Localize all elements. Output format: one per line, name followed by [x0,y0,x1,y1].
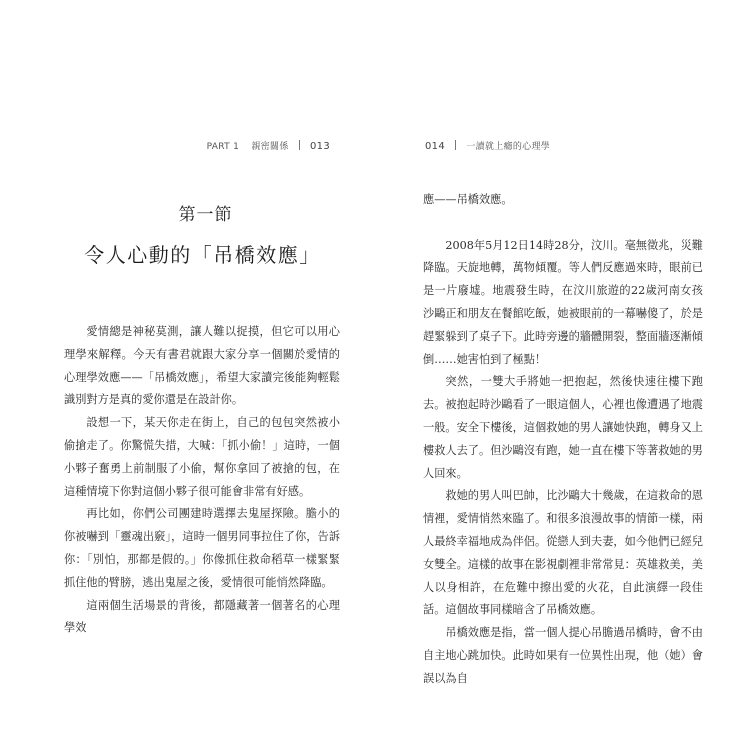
left-page-number: 013 [310,141,330,152]
right-page-number: 014 [425,141,445,152]
paragraph: 再比如，你們公司團建時選擇去鬼屋探險。膽小的你被嚇到「靈魂出竅」，這時一個男同事拉住了你，告訴你：「別怕，那都是假的。」你像抓住救命稻草一樣緊緊抓住他的臂膀，逃出鬼屋之後，愛情很可能悄然降臨。 [64,507,340,589]
right-running-header [425,139,550,152]
chapter-heading [0,200,375,268]
section-label: 親密關係 [251,142,289,152]
paragraph: 2008年5月12日14時28分，汶川。毫無徵兆，災難降臨。天旋地轉，萬物傾覆。等人們反應過來時，眼前已是一片廢墟。地震發生時，在汶川旅遊的22歲河南女孩沙鷗正和朋友在餐館吃飯，她被眼前的一幕嚇傻了，於是趕緊躲到了桌子下。此時旁邊的牆體開裂，整面牆逐漸傾倒……她害怕到了極點！ [423,238,703,366]
paragraph: 救她的男人叫巴帥，比沙鷗大十幾歲，在這救命的恩情裡，愛情悄然來臨了。和很多浪漫故事的情節一樣，兩人最終幸福地成為伴侶。從戀人到夫妻，如今他們已經兒女雙全。這樣的故事在影視劇裡非常常見：英雄救美，美人以身相許，在危難中擦出愛的火花，自此演繹一段佳話。這個故事同樣暗含了吊橋效應。 [423,489,703,617]
right-body-text [423,189,703,691]
paragraph: 設想一下，某天你走在街上，自己的包包突然被小偷搶走了。你驚慌失措，大喊：「抓小偷！」這時，一個小夥子奮勇上前制服了小偷，幫你拿回了被搶的包，在這種情境下你對這個小夥子很可能會非常有好感。 [64,416,340,498]
paragraph: 這兩個生活場景的背後，都隱藏著一個著名的心理學效 [64,598,340,635]
paragraph: 愛情總是神秘莫測，讓人難以捉摸，但它可以用心理學來解釋。今天有書君就跟大家分享一個關於愛情的心理學效應——「吊橋效應」，希望大家讀完後能夠輕鬆識別對方是真的愛你還是在設計你。 [64,325,340,407]
paragraph: 吊橋效應是指，當一個人提心吊膽過吊橋時，會不由自主地心跳加快。此時如果有一位異性出現，他（她）會誤以為自 [423,626,703,685]
left-body-text [64,321,340,640]
book-title: 一讀就上癮的心理學 [466,142,551,152]
chapter-title: 令人心動的「吊橋效應」 [84,243,321,267]
continued-paragraph: 應——吊橋效應。 [423,193,513,206]
part-label: PART 1 [206,142,240,152]
chapter-number: 第一節 [178,205,233,225]
paragraph: 突然，一雙大手將她一把抱起，然後快速往樓下跑去。被抱起時沙鷗看了一眼這個人，心裡也像遭遇了地震一般。安全下樓後，這個救她的男人讓她快跑，轉身又上樓救人去了。但沙鷗沒有跑，她一直在樓下等著救她的男人回來。 [423,375,703,480]
right-page [375,0,750,750]
header-divider [455,140,456,150]
left-running-header [207,139,330,152]
header-divider [299,140,300,150]
